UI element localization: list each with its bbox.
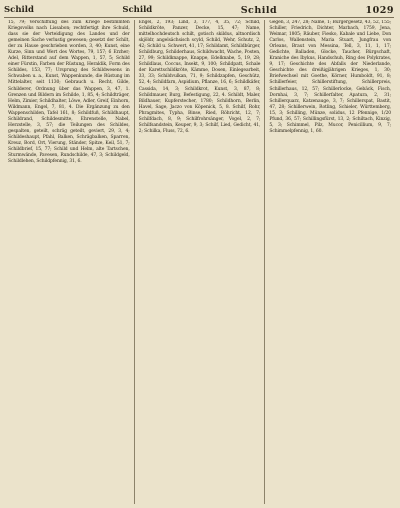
header-center-word: Schild <box>122 5 153 15</box>
column-2 <box>134 20 265 504</box>
column-1-text: 15, 79; Verschiffung des zum Kriege bestimmten Kriegsvolks nach Lissabon; rechtfertigt ihre Schuld, dass sie der Verteidigung des Landes und der gemeinen Sache verlustig gewesen; gesetzt der Schilt, der zu Hause geschrieben worden, 3, 40; Kunst, eine Kurze, Sinn und Wert des Wortes, 79, 157; 6 Erzher; Adel, Ritterstand auf dem Wappen, 1, 57, 5; Schild einer Fürstin, Farben der Rüstung, Heraldik, Form des Schildes, 153, 77; Ursprung des Schildwesens in Schwaben u. a., Kunst, Wappenkunde, die Rüstung im Mittelalter, seit 1130; Gebrauch u. Recht, Gilde, Schilderer, Ordnung über das Wappen, 3, 47, 1. Grenzen und Bildern im Schilde, 1, 85, 4; Schildträger, Helm, Zimier, Schildhalter, Löwe, Adler, Greif, Einhorn, Wildmann, Engel, 7, 81, 4. Die Ergänzung zu den Wappenschilden, Tafel 161, 8; Schildfuß, Schildhaupt, Schildrand, Schildesmitte, Ehrenstelle, Nabel, Herzstelle, 3, 57; die Teilungen des Schildes, gespalten, geteilt, schräg geteilt, geviert, 29, 3, 4; Schildeshaupt, Pfahl, Balken, Schrägbalken, Sparren, Kreuz, Bord, Ort, Vierung, Ständer, Spitze, Keil, 51, 7; Schildbrief, 15, 77; Schild und Helm, alte Tartschen, Sturmwände, Pavesen, Rundschilde, 47, 3; Schildgeld, Schildlehen, Schildpfennig, 31, 6. <box>8 20 130 165</box>
page-number: 1029 <box>365 4 394 16</box>
column-1 <box>4 20 134 504</box>
header-right-word: Schild <box>240 4 278 16</box>
header-left-word: Schild <box>4 5 34 15</box>
text-columns <box>4 20 395 504</box>
column-3-text: Gegen, 3, 247, 28; Name, 1; Bürgergesetz, 43, 52, 155; Schiller, Friedrich, Dichter, Marbach, 1759, Jena, Weimar, 1805; Räuber, Fiesko, Kabale und Liebe, Don Carlos, Wallenstein, Maria Stuart, Jungfrau von Orleans, Braut von Messina, Tell, 3, 11, 1, 17; Gedichte, Balladen, Glocke, Taucher, Bürgschaft, Kraniche des Ibykus, Handschuh, Ring des Polykrates, 9, 17; Geschichte des Abfalls der Niederlande, Geschichte des dreißigjährigen Krieges, 1, 30; Briefwechsel mit Goethe, Körner, Humboldt, 91, 8; Schillerfeier, Schillerstiftung, Schillerpreis, Schillerhaus, 12, 57; Schillerlocke, Gebäck, Fisch, Dornhai, 3, 7; Schillerfalter, Apatura, 2, 31; Schillerquarz, Katzenauge, 3, 7; Schillerspat, Bastit, 47, 28; Schillerwein, Rotling, Schieler, Württemberg, 15, 3; Schilling, Münze, solidus, 12 Pfennige, 1/20 Pfund, 36, 57; Schillingsfürst, 13, 2; Schiltach, Kinzig, 5, 3; Schimmel, Pilz, Mucor, Penicillium, 9, 7; Schimmelpfennig, 1, 60. <box>269 20 392 134</box>
page-header <box>4 3 394 18</box>
column-3 <box>264 20 395 504</box>
column-2-text: Engel, 2, 193; Lind, 3, 177, 4, 35, 72; Schild, Schildkröte, Panzer, Decke, 15, 47; Name, mittelhochdeutsch schilt, gotisch skildus, altnordisch skjöldr, angelsächsisch scyld, Schild, Wehr, Schutz, 2, 42; Schild u. Schwert, 41, 17; Schildamt, Schildbürger, Schildburg, Schilderhaus, Schildwacht, Wache, Posten, 27, 99; Schildknappe, Knappe, Edelknabe, 5, 19, 28; Schildlaus, Coccus, Insekt, 9, 100; Schildpatt, Schale der Karettschildkröte, Kämme, Dosen, Einlegearbeit, 33, 33; Schildvulkan, 71, 9; Schildzapfen, Geschütz, 52, 4; Schildfarn, Aspidium, Pflanze, 16, 6; Schildkäfer, Cassida, 14, 3; Schildkrot, Kunst, 3, 87, 8; Schildmauer, Burg, Befestigung, 22, 4. Schildt, Maler, Bildhauer, Kupferstecher, 1780; Schildhorn, Berlin, Havel, Sage, Jaczo von Köpenick, 5, 8. Schilf, Rohr, Phragmites, Typha, Binse, Ried, Röhricht, 12, 7; Schilfdach, 8, 9; Schilfrohrsänger, Vogel, 2, 7; Schilfsandstein, Keuper, 9, 3; Schilf, Lied, Gedicht, 41, 2; Schilka, Fluss, 72, 6. <box>138 20 261 134</box>
